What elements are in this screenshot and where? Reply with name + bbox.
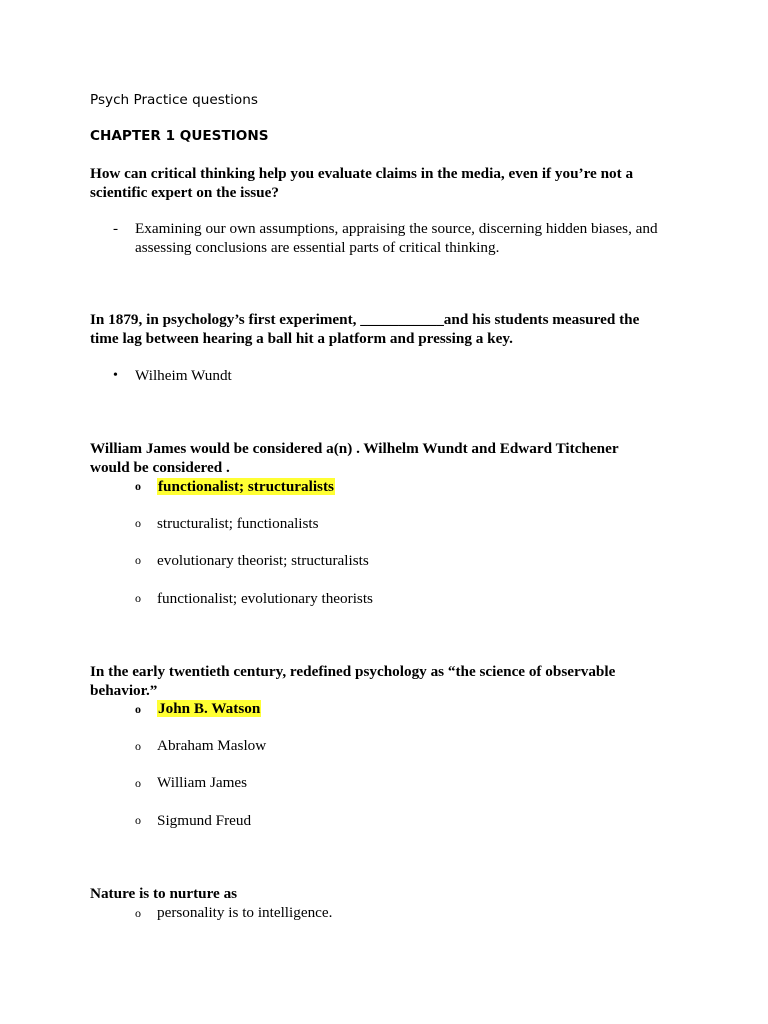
question-3-line-1: William James would be considered a(n) . Wilhelm Wundt and Edward Titchener: [90, 440, 619, 457]
question-4-line-2: behavior.”: [90, 682, 158, 699]
question-5-option-1: personality is to intelligence.: [157, 904, 333, 921]
dash-marker: -: [113, 220, 119, 237]
question-4-option-1: [157, 699, 261, 718]
highlighted-answer: John B. Watson: [158, 700, 261, 717]
option-marker: o: [135, 906, 141, 920]
question-3-option-2: structuralist; functionalists: [157, 515, 319, 532]
question-1-answer-line-1: Examining our own assumptions, appraising the source, discerning hidden biases, and: [135, 220, 658, 237]
question-2-answer: Wilheim Wundt: [135, 367, 232, 384]
option-marker: o: [135, 516, 141, 530]
question-1-line-2: scientific expert on the issue?: [90, 184, 279, 201]
question-3-option-4: functionalist; evolutionary theorists: [157, 590, 373, 607]
question-3-option-1: [157, 477, 335, 496]
option-marker: o: [135, 479, 141, 493]
bullet-icon: •: [113, 368, 118, 383]
option-marker: o: [135, 553, 141, 567]
question-3-line-2: would be considered .: [90, 459, 230, 476]
question-2-line-2: time lag between hearing a ball hit a platform and pressing a key.: [90, 330, 513, 347]
option-marker: o: [135, 813, 141, 827]
question-4-option-2: Abraham Maslow: [157, 737, 267, 754]
document-title: Psych Practice questions: [90, 92, 258, 108]
option-marker: o: [135, 776, 141, 790]
question-4-option-4: Sigmund Freud: [157, 812, 252, 829]
question-4-line-1: In the early twentieth century, redefined psychology as “the science of observable: [90, 663, 616, 680]
question-1-answer-line-2: assessing conclusions are essential parts of critical thinking.: [135, 239, 500, 256]
option-marker: o: [135, 702, 141, 716]
highlighted-answer: functionalist; structuralists: [158, 478, 334, 495]
option-marker: o: [135, 739, 141, 753]
question-1-line-1: How can critical thinking help you evaluate claims in the media, even if you’re not a: [90, 165, 634, 182]
question-3-option-3: evolutionary theorist; structuralists: [157, 552, 369, 569]
question-2-line-1: In 1879, in psychology’s first experiment, ___________and his students measured the: [90, 311, 640, 328]
option-marker: o: [135, 591, 141, 605]
chapter-heading: CHAPTER 1 QUESTIONS: [90, 128, 269, 144]
question-4-option-3: William James: [157, 774, 248, 791]
question-5-line-1: Nature is to nurture as: [90, 885, 238, 902]
